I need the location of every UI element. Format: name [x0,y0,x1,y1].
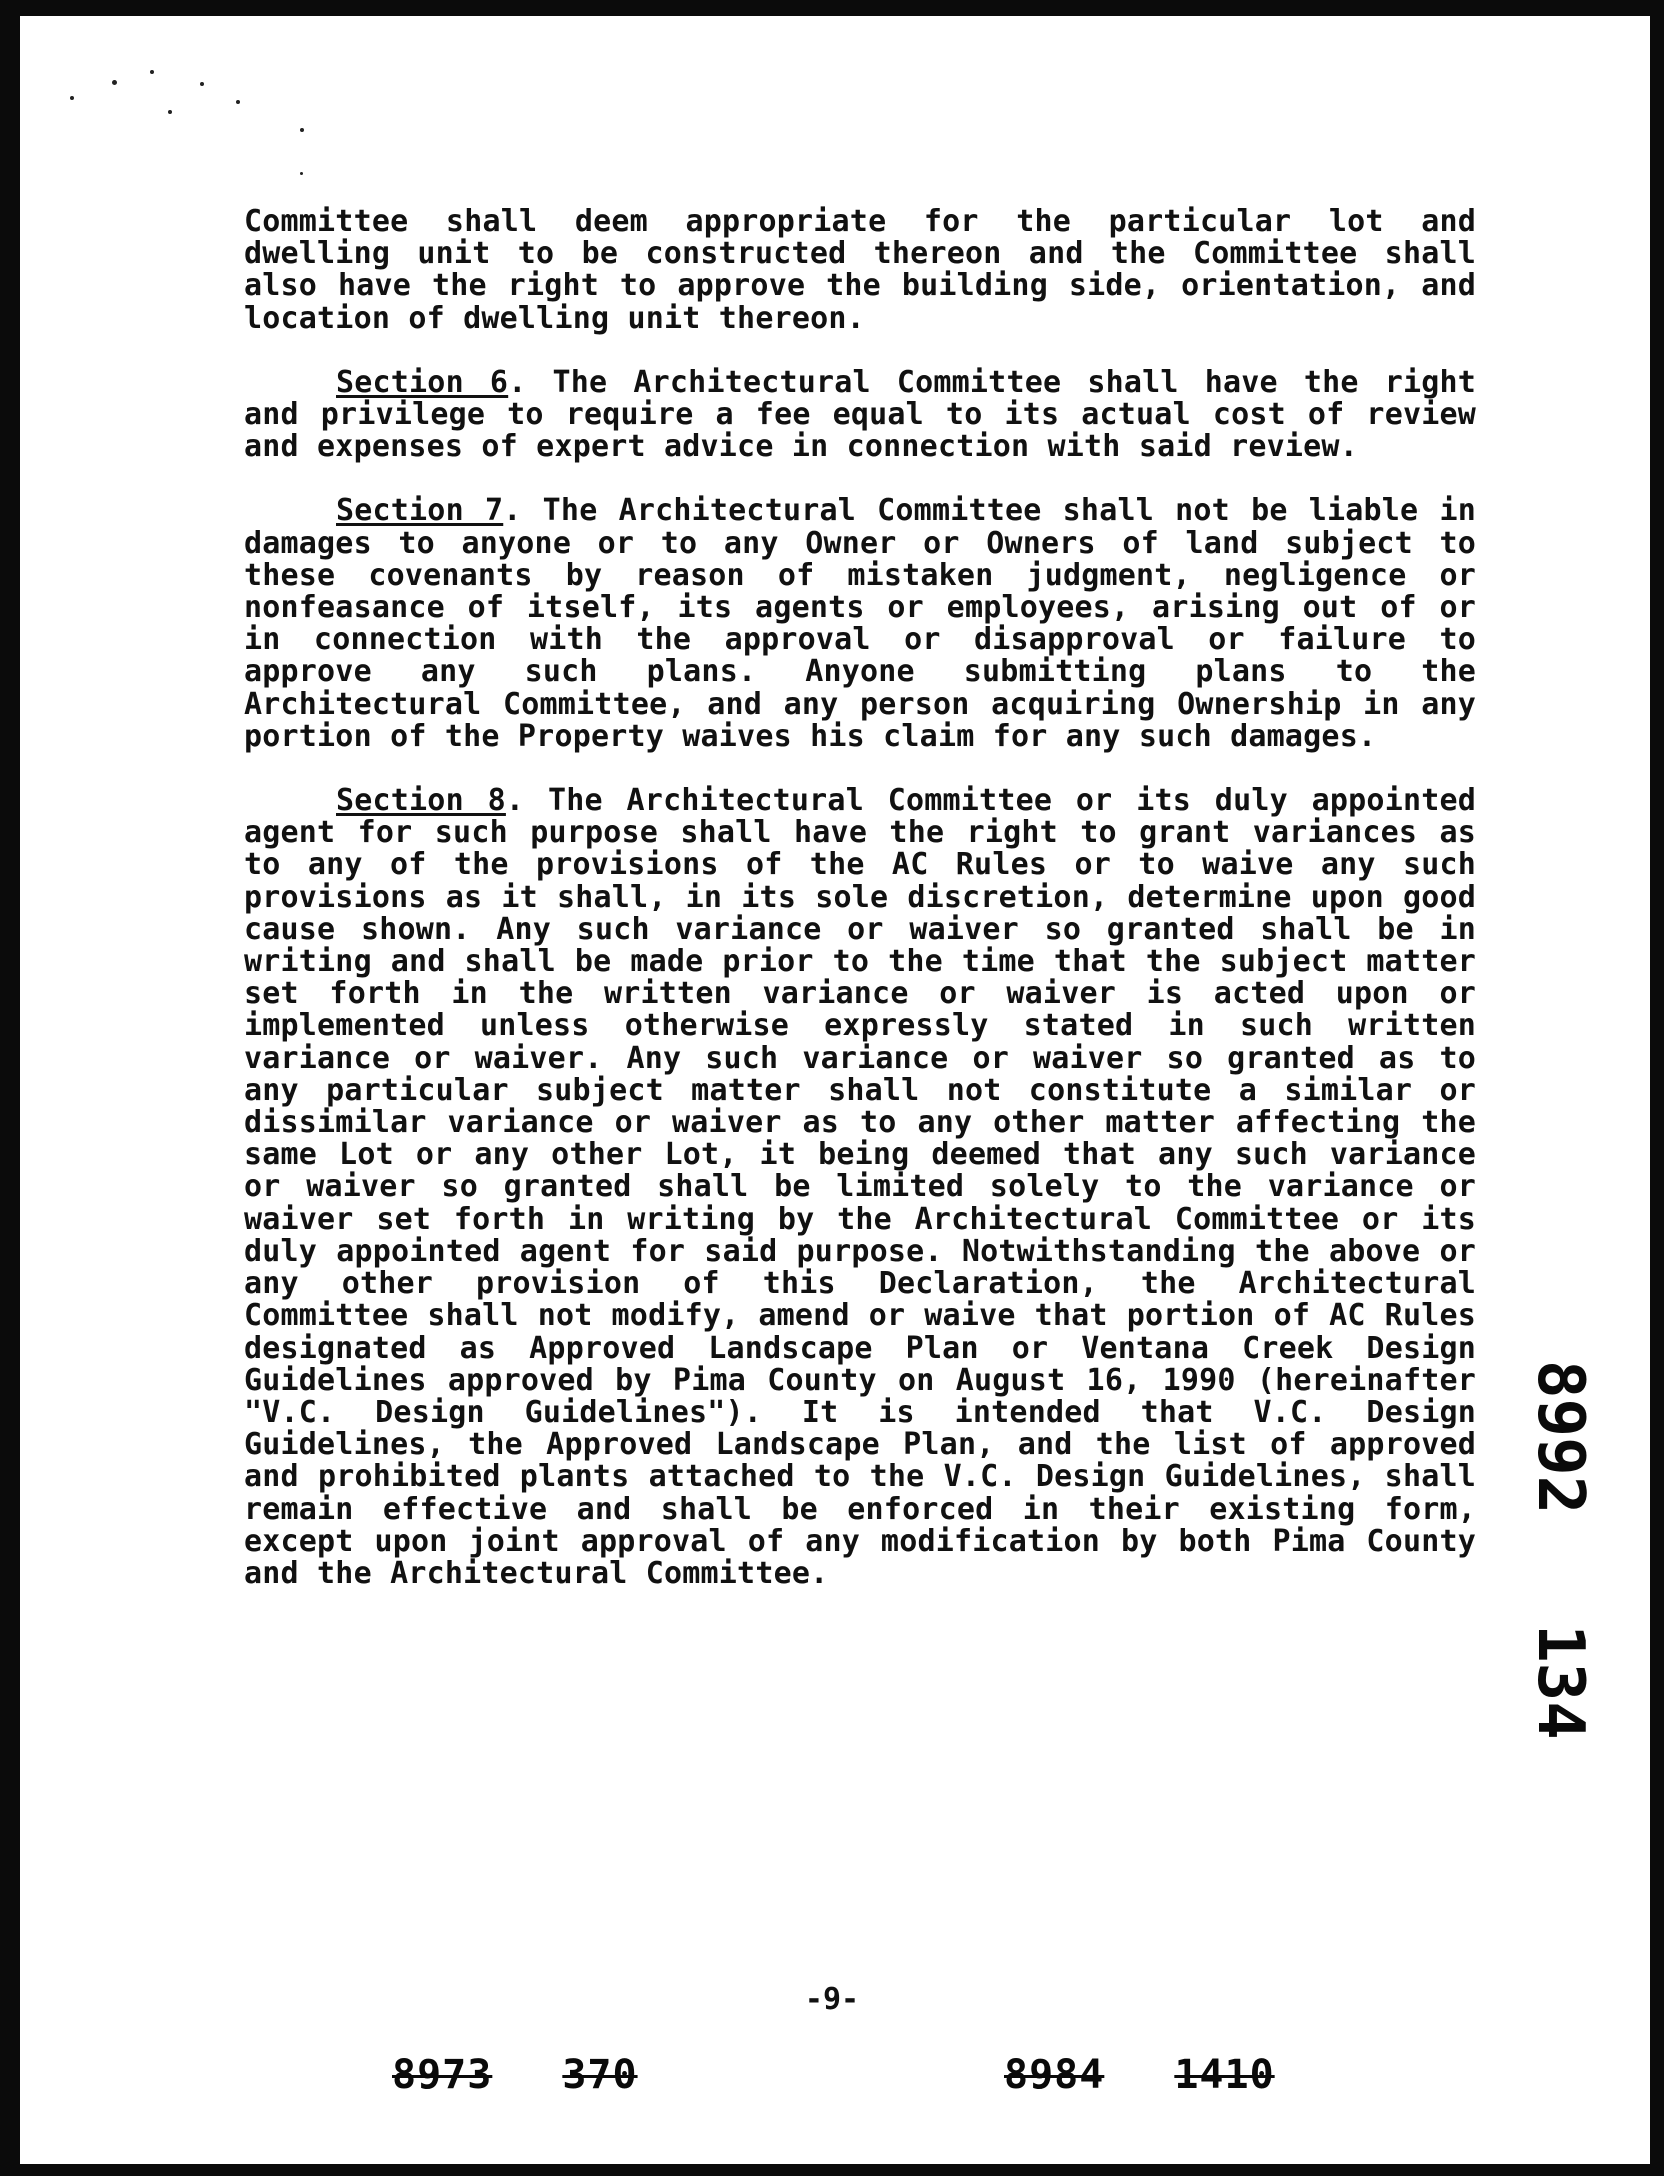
scan-edge-right [1650,0,1664,2176]
side-recording-stamp [1523,1360,1597,1760]
stamp-page: 1410 [1174,2052,1275,2098]
scan-speckle [200,82,204,86]
scan-edge-left [0,0,20,2176]
paragraph-section-8 [244,785,1476,1590]
crossed-out-stamp-right [1004,2052,1275,2098]
scan-speckle [236,100,240,104]
side-stamp-number: 8992 [1523,1360,1597,1515]
paragraph-section-7 [244,495,1476,753]
paragraph-continuation [244,206,1476,335]
section-heading: Section 6 [336,364,509,400]
side-stamp-page: 134 [1523,1624,1597,1740]
paragraph-text: Committee shall deem appropriate for the particular lot and dwelling unit to be constructed thereon and the Committee shall also have the right to approve the building side, orientation, and location of dwelling unit thereon. [244,204,1476,336]
scan-speckle [168,110,172,114]
scan-speckle [70,96,74,100]
paragraph-text: . The Architectural Committee or its duly appointed agent for such purpose shall have the right to grant variances as to any of the provisions of the AC Rules or to waive any such provisions as it shall, in its sole discretion, determine upon good cause shown. Any such variance or waiver so granted shall be in writing and shall be made prior to the time that the subject matter set forth in the written variance or waiver is acted upon or implemented unless otherwise expressly stated in such written variance or waiver. Any such variance or waiver so granted as to any particular subject matter shall not constitute a similar or dissimilar variance or waiver as to any other matter affecting the same Lot or any other Lot, it being deemed that any such variance or waiver so granted shall be limited solely to the variance or waiver set forth in writing by the Architectural Committee or its duly appointed agent for said purpose. Notwithstanding the above or any other provision of this Declaration, the Architectural Committee shall not modify, amend or waive that portion of AC Rules designated as Approved Landscape Plan or Ventana Creek Design Guidelines approved by Pima County on August 16, 1990 (hereinafter "V.C. Design Guidelines"). It is intended that V.C. Design Guidelines, the Approved Landscape Plan, and the list of approved and prohibited plants attached to the V.C. Design Guidelines, shall remain effective and shall be enforced in their existing form, except upon joint approval of any modification by both Pima County and the Architectural Committee. [244,783,1477,1591]
paragraph-section-6 [244,364,1477,465]
scan-speckle [112,80,117,85]
paragraph-text: . The Architectural Committee shall not be liable in damages to anyone or to any Owner or Owners of land subject to these covenants by reason of mistaken judgment, negligence or nonfeasance of itself, its agents or employees, arising out of or in connection with the approval or disapproval or failure to approve any such plans. Anyone submitting plans to the Architectural Committee, and any person acquiring Ownership in any portion of the Property waives his claim for any such damages. [244,493,1476,754]
section-heading: Section 7 [336,493,504,529]
scan-speckle [150,70,154,74]
scan-speckle [300,172,303,175]
document-body [244,206,1476,1590]
crossed-out-stamp-left [392,2052,638,2098]
stamp-number: 8984 [1004,2052,1105,2098]
scan-speckle [300,128,304,132]
section-heading: Section 8 [336,783,506,819]
page-number: -9- [804,1982,860,2017]
paragraph-text: . The Architectural Committee shall have the right and privilege to require a fee equal to its actual cost of review and expenses of expert advice in connection with said review. [244,364,1477,465]
scan-edge-top [0,0,1664,16]
stamp-number: 8973 [392,2052,493,2098]
stamp-page: 370 [562,2052,638,2098]
scan-edge-bottom [0,2164,1664,2176]
